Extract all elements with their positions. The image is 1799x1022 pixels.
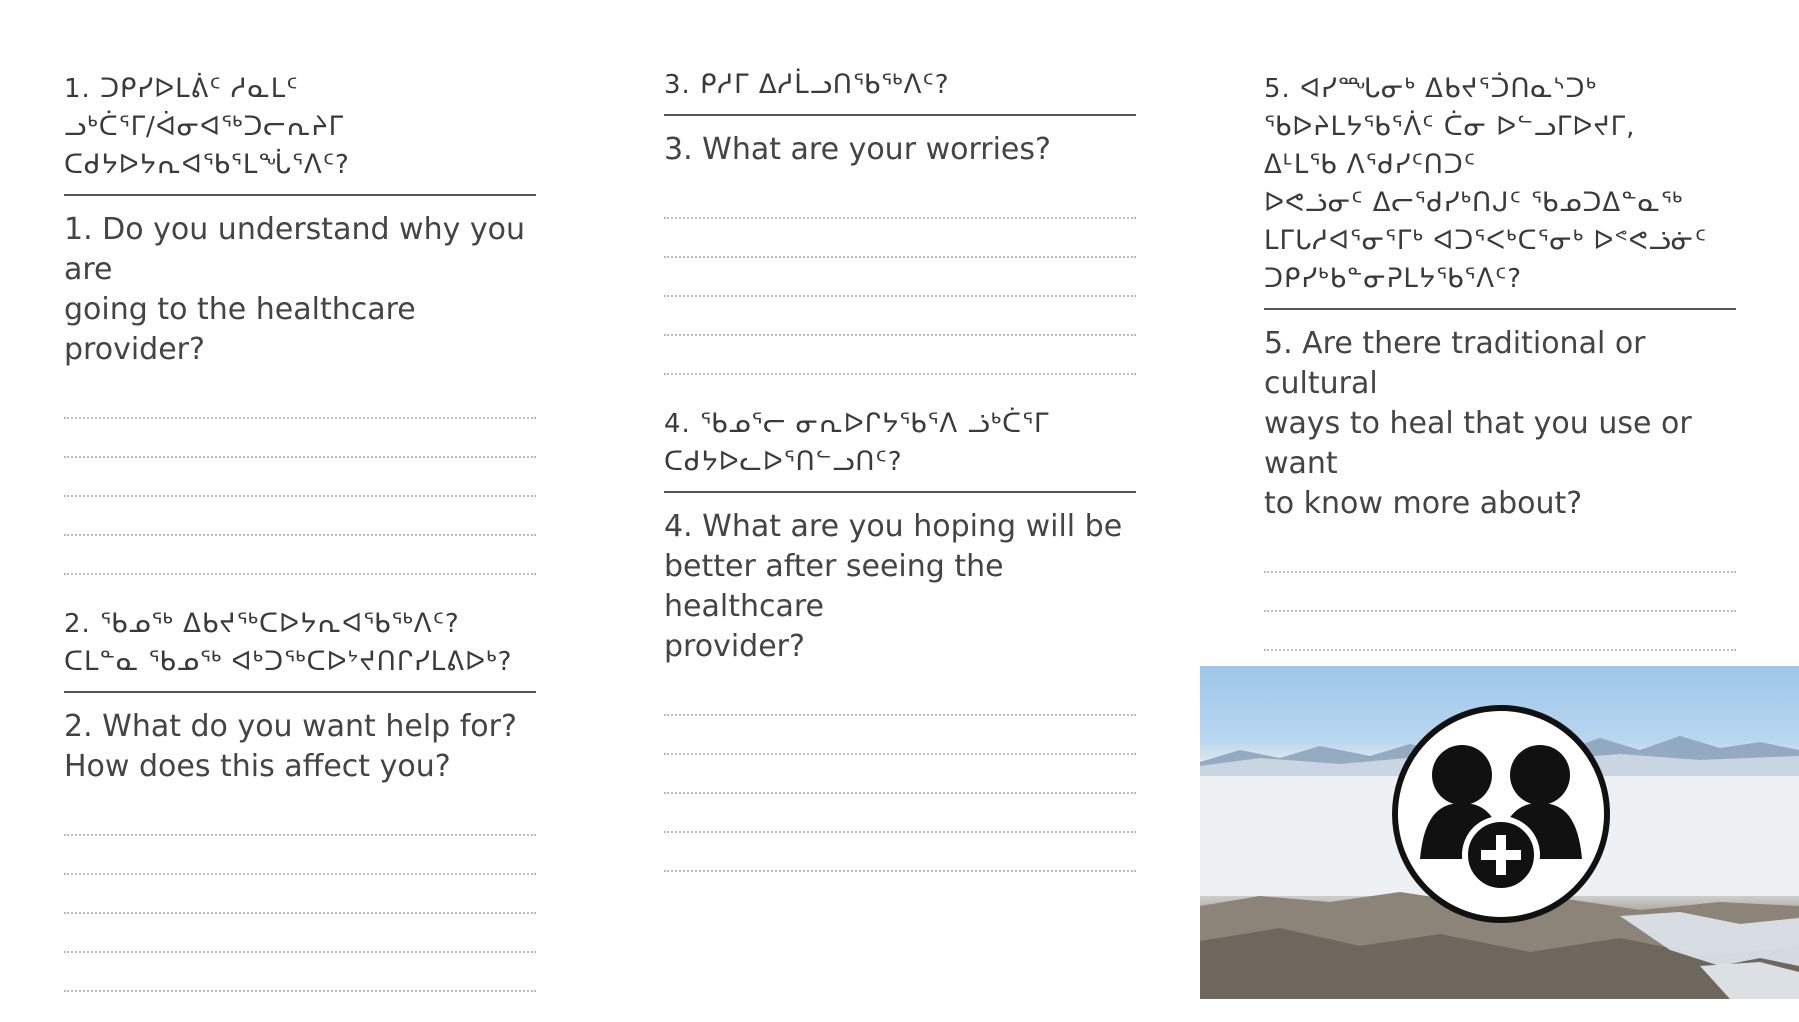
question-5-syllabics: 5. ᐊᓯᙵᓂᒃ ᐃᑲᔪᕐᑑᑎᓇᔅᑐᒃ ᖃᐅᔨᒪᔭᖃᕐᐲᑦ ᑖᓂ ᐅᓪᓗᒥᐅᔪᒥ, ᐃᒻᒪᖃ ᐱᕐᑯᓯᑦᑎᑐᑦ ᐅᕙᓘᓂᑦ ᐃᓕᕐᑯᓯᒃᑎᒍᑦ ᖃᓄᑐᐃᓐᓇᖅ ᒪᒥᒐᓱᐊᕐᓂᕐᒥᒃ ᐊᑐᕐᐸᒃᑕᕐᓂᒃ ᐅᕝᕙᓘᓃᑦ ᑐᑭᓯᒃᑲᓐᓂᕈᒪᔭᖃᕐᐱᑦ? (1264, 74, 1708, 294)
column-3 (1264, 70, 1736, 759)
question-1-english: 1. Do you understand why you are going to the healthcare provider? (64, 212, 526, 367)
answer-line[interactable] (664, 297, 1136, 336)
answer-line[interactable] (64, 419, 536, 458)
answer-line[interactable] (1264, 612, 1736, 651)
answer-line[interactable] (664, 794, 1136, 833)
answer-line[interactable] (664, 219, 1136, 258)
question-divider (1264, 308, 1736, 310)
answer-line[interactable] (1264, 534, 1736, 573)
column-1 (64, 70, 536, 1022)
question-1 (64, 70, 536, 575)
answer-line[interactable] (64, 536, 536, 575)
question-divider (664, 114, 1136, 116)
answer-line[interactable] (664, 716, 1136, 755)
question-5-english: 5. Are there traditional or cultural ways to heal that you use or want to know more about? (1264, 326, 1692, 521)
answer-line[interactable] (664, 336, 1136, 375)
question-4-english: 4. What are you hoping will be better after seeing the healthcare provider? (664, 509, 1123, 664)
answer-line[interactable] (64, 953, 536, 992)
answer-lines-4[interactable] (664, 677, 1136, 872)
answer-line[interactable] (664, 677, 1136, 716)
column-2 (664, 66, 1136, 902)
answer-lines-1[interactable] (64, 380, 536, 575)
answer-line[interactable] (64, 914, 536, 953)
question-divider (64, 194, 536, 196)
question-3-syllabics: 3. ᑭᓱᒥ ᐃᓱᒫᓗᑎᖃᖅᐱᑦ? (664, 70, 950, 100)
question-divider (664, 491, 1136, 493)
two-people-plus-icon (1390, 703, 1612, 925)
answer-line[interactable] (64, 380, 536, 419)
answer-line[interactable] (64, 497, 536, 536)
answer-line[interactable] (64, 836, 536, 875)
answer-line[interactable] (1264, 573, 1736, 612)
arctic-landscape-photo (1200, 666, 1799, 999)
question-3 (664, 66, 1136, 375)
answer-line[interactable] (664, 258, 1136, 297)
answer-line[interactable] (664, 833, 1136, 872)
answer-line[interactable] (64, 797, 536, 836)
question-4-syllabics: 4. ᖃᓄᕐᓕ ᓂᕆᐅᒋᔭᖃᕐᐱ ᓘᒃᑖᕐᒥ ᑕᑯᔭᐅᓚᐅᕐᑎᓪᓗᑎᑦ? (664, 409, 1050, 477)
answer-line[interactable] (64, 458, 536, 497)
answer-line[interactable] (664, 755, 1136, 794)
answer-line[interactable] (64, 875, 536, 914)
question-1-syllabics: 1. ᑐᑭᓯᐅᒪᕖᑦ ᓱᓇᒪᑦ ᓗᒃᑖᕐᒥ/ᐋᓂᐊᖅᑐᓕᕆᔨᒥ ᑕᑯᔭᐅᔭᕆᐊᖃᕐᒪᖔᕐᐱᑦ? (64, 74, 350, 180)
question-divider (64, 691, 536, 693)
question-4 (664, 405, 1136, 872)
answer-line[interactable] (664, 180, 1136, 219)
answer-lines-3[interactable] (664, 180, 1136, 375)
answer-lines-2[interactable] (64, 797, 536, 992)
question-3-english: 3. What are your worries? (664, 132, 1051, 167)
question-5 (1264, 70, 1736, 729)
question-2-english: 2. What do you want help for? How does this affect you? (64, 709, 517, 784)
question-2 (64, 605, 536, 992)
question-2-syllabics: 2. ᖃᓄᖅ ᐃᑲᔪᖅᑕᐅᔭᕆᐊᖃᖅᐱᑦ? ᑕᒪᓐᓇ ᖃᓄᖅ ᐊᒃᑐᖅᑕᐅᔾᔪᑎᒋᓯᒪᕕᐅᒃ? (64, 609, 513, 677)
